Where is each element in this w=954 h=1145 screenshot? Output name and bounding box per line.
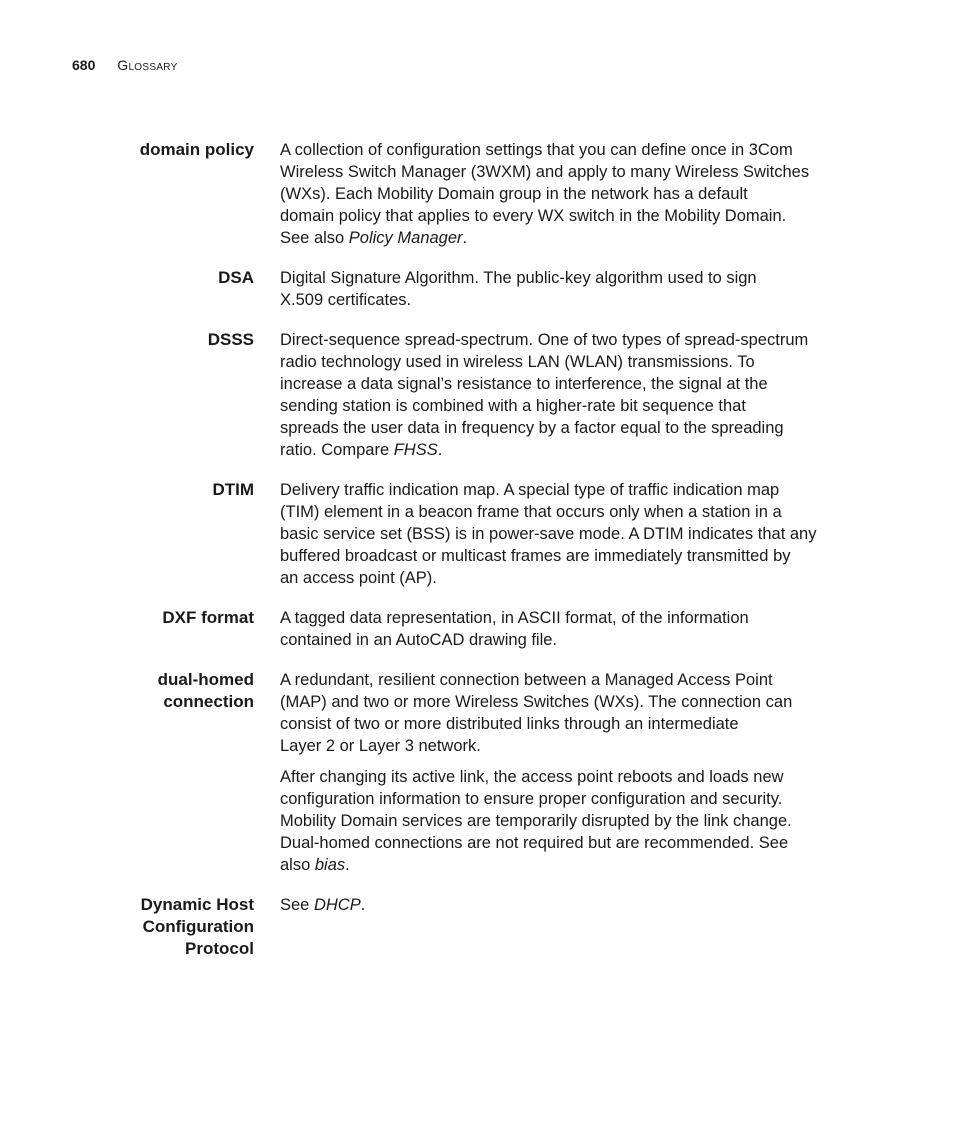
definition-paragraph — [280, 139, 856, 249]
glossary-entry — [0, 607, 954, 651]
definition-line — [280, 810, 856, 832]
definition-line — [280, 832, 856, 854]
definition-line — [280, 713, 856, 735]
definition-line — [280, 894, 856, 916]
page-number: 680 — [72, 57, 96, 73]
definition-text: increase a data signal’s resistance to interference, the signal at the — [280, 375, 768, 393]
definition-text: Dual-homed connections are not required but are recommended. See — [280, 834, 789, 852]
term-line: DTIM — [212, 480, 254, 499]
glossary-term — [0, 669, 254, 713]
definition-line — [280, 691, 856, 713]
definition-text: . — [345, 856, 350, 874]
definition-line — [280, 607, 856, 629]
definition-text: X.509 certificates. — [280, 291, 412, 309]
glossary-entry — [0, 329, 954, 461]
definition-text: See — [280, 896, 314, 914]
glossary-entry — [0, 267, 954, 311]
definition-text: A tagged data representation, in ASCII format, of the information — [280, 609, 749, 627]
term-line: connection — [163, 692, 254, 711]
cross-reference: FHSS — [393, 441, 438, 459]
definition-paragraph — [280, 267, 856, 311]
glossary-entry — [0, 669, 954, 876]
definition-text: configuration information to ensure proper configuration and security. — [280, 790, 783, 808]
definition-line — [280, 766, 856, 788]
glossary-term — [0, 267, 254, 289]
definition-text: Delivery traffic indication map. A special type of traffic indication map — [280, 481, 780, 499]
definition-line — [280, 205, 856, 227]
definition-text: (WXs). Each Mobility Domain group in the network has a default — [280, 185, 748, 203]
term-line: Dynamic Host — [140, 895, 254, 914]
definition-line — [280, 854, 856, 876]
page-header — [72, 56, 178, 74]
glossary-list — [0, 139, 954, 978]
glossary-definition — [280, 267, 856, 311]
definition-text: A collection of configuration settings that you can define once in 3Com — [280, 141, 793, 159]
definition-line — [280, 545, 856, 567]
definition-line — [280, 329, 856, 351]
glossary-term — [0, 479, 254, 501]
definition-line — [280, 289, 856, 311]
glossary-definition — [280, 607, 856, 651]
cross-reference: Policy Manager — [348, 229, 463, 247]
definition-text: also — [280, 856, 315, 874]
definition-text: . — [462, 229, 468, 247]
term-line: Configuration — [142, 917, 254, 936]
definition-text: spreads the user data in frequency by a factor equal to the spreading — [280, 419, 784, 437]
cross-reference: DHCP — [313, 896, 361, 914]
glossary-term — [0, 139, 254, 161]
definition-line — [280, 351, 856, 373]
definition-paragraph — [280, 766, 856, 876]
glossary-definition — [280, 669, 856, 876]
definition-line — [280, 227, 856, 249]
term-line: domain policy — [139, 140, 254, 159]
definition-line — [280, 735, 856, 757]
definition-line — [280, 629, 856, 651]
definition-text: Direct-sequence spread-spectrum. One of two types of spread-spectrum — [280, 331, 809, 349]
definition-text: (TIM) element in a beacon frame that occurs only when a station in a — [280, 503, 782, 521]
term-line: DSSS — [207, 330, 254, 349]
definition-line — [280, 395, 856, 417]
term-line: DXF format — [162, 608, 254, 627]
definition-text: Wireless Switch Manager (3WXM) and apply to many Wireless Switches — [280, 163, 810, 181]
definition-line — [280, 501, 856, 523]
definition-text: A redundant, resilient connection between a Managed Access Point — [280, 671, 773, 689]
definition-text: See also — [280, 229, 349, 247]
glossary-entry — [0, 479, 954, 589]
definition-text: Digital Signature Algorithm. The public-key algorithm used to sign — [280, 269, 757, 287]
definition-line — [280, 669, 856, 691]
definition-text: buffered broadcast or multicast frames are immediately transmitted by — [280, 547, 791, 565]
definition-text: Mobility Domain services are temporarily disrupted by the link change. — [280, 812, 792, 830]
definition-paragraph — [280, 479, 856, 589]
glossary-term — [0, 894, 254, 960]
glossary-term — [0, 329, 254, 351]
definition-text: sending station is combined with a higher-rate bit sequence that — [280, 397, 746, 415]
term-line: DSA — [218, 268, 254, 287]
glossary-definition — [280, 139, 856, 249]
section-name: Glossary — [117, 57, 178, 73]
term-line: Protocol — [185, 939, 254, 958]
glossary-term — [0, 607, 254, 629]
definition-text: . — [360, 896, 366, 914]
glossary-definition — [280, 894, 856, 916]
term-line: dual-homed — [157, 670, 254, 689]
definition-text: contained in an AutoCAD drawing file. — [280, 631, 558, 649]
definition-text: radio technology used in wireless LAN (WLAN) transmissions. To — [280, 353, 755, 371]
definition-text: . — [437, 441, 443, 459]
glossary-entry — [0, 139, 954, 249]
definition-text: Layer 2 or Layer 3 network. — [280, 737, 481, 755]
definition-line — [280, 523, 856, 545]
definition-line — [280, 788, 856, 810]
definition-text: (MAP) and two or more Wireless Switches (WXs). The connection can — [280, 693, 793, 711]
definition-text: domain policy that applies to every WX switch in the Mobility Domain. — [280, 207, 787, 225]
definition-paragraph — [280, 607, 856, 651]
definition-line — [280, 439, 856, 461]
definition-text: consist of two or more distributed links through an intermediate — [280, 715, 739, 733]
cross-reference: bias — [314, 856, 346, 874]
glossary-definition — [280, 329, 856, 461]
definition-line — [280, 183, 856, 205]
definition-paragraph — [280, 894, 856, 916]
glossary-entry — [0, 894, 954, 960]
definition-text: an access point (AP). — [280, 569, 437, 587]
definition-line — [280, 373, 856, 395]
definition-text: basic service set (BSS) is in power-save mode. A DTIM indicates that any — [280, 525, 817, 543]
definition-line — [280, 267, 856, 289]
definition-line — [280, 161, 856, 183]
definition-paragraph — [280, 669, 856, 757]
definition-line — [280, 417, 856, 439]
definition-text: After changing its active link, the access point reboots and loads new — [280, 768, 784, 786]
definition-line — [280, 139, 856, 161]
definition-text: ratio. Compare — [280, 441, 394, 459]
glossary-definition — [280, 479, 856, 589]
definition-line — [280, 479, 856, 501]
definition-paragraph — [280, 329, 856, 461]
definition-line — [280, 567, 856, 589]
